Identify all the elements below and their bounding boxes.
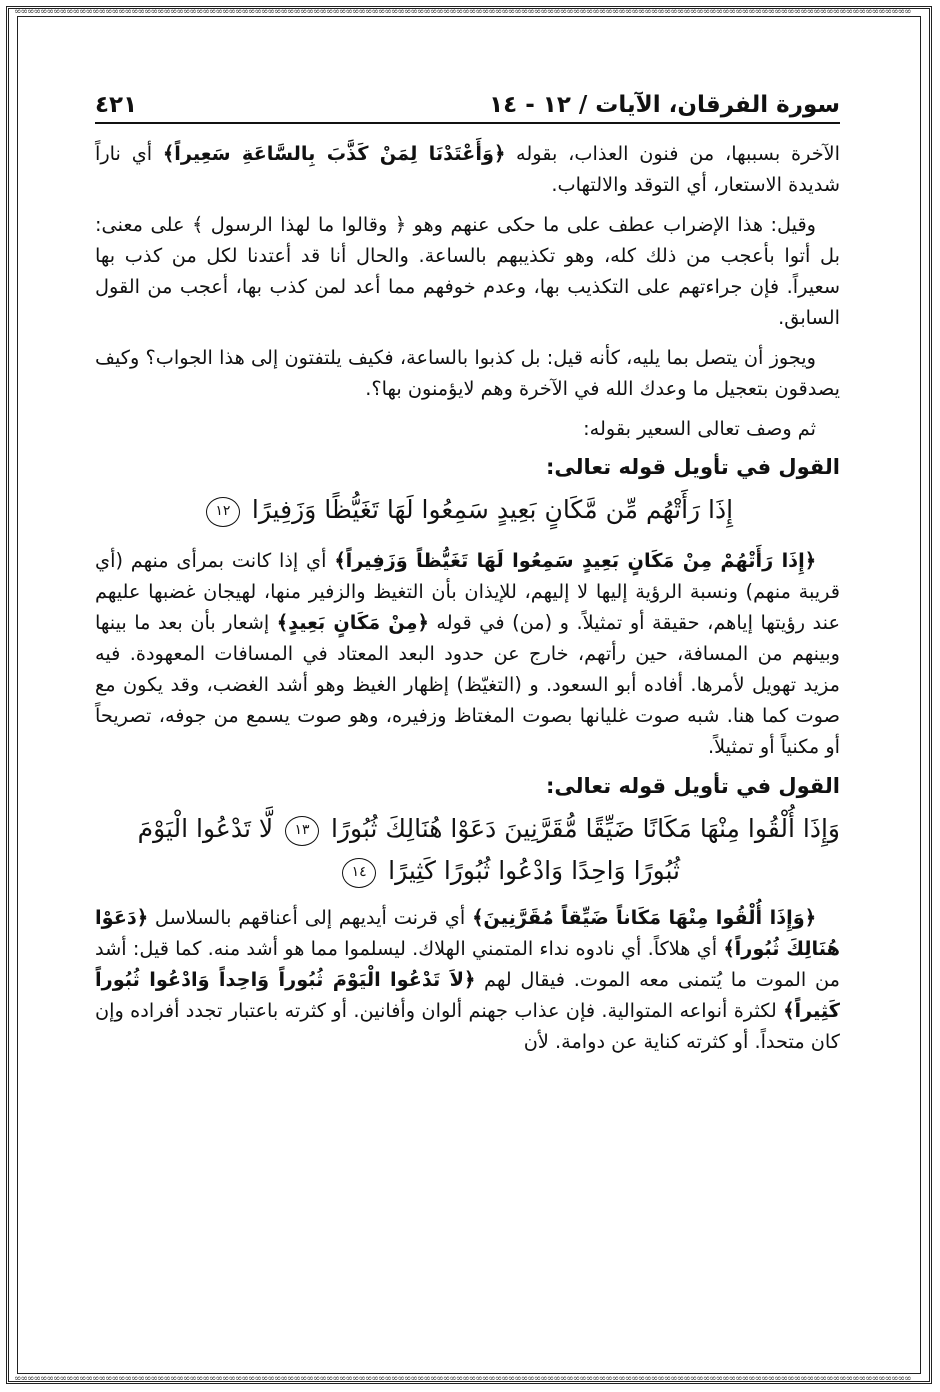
header-rule <box>95 122 840 124</box>
paragraph-4: ثم وصف تعالى السعير بقوله: <box>583 417 816 440</box>
running-title: سورة الفرقان، الآيات / ١٢ - ١٤ <box>489 92 840 118</box>
verse-number-marker: ١٣ <box>285 816 319 846</box>
quran-quote: ﴿مِنْ مَكَانٍ بَعِيدٍ﴾ <box>276 611 429 634</box>
decorative-chain-border-top: ∞∞∞∞∞∞∞∞∞∞∞∞∞∞∞∞∞∞∞∞∞∞∞∞∞∞∞∞∞∞∞∞∞∞∞∞∞∞∞∞∞∞∞∞∞∞∞∞∞∞∞∞∞∞∞∞∞∞∞∞∞∞∞∞∞∞∞∞∞∞∞∞∞∞∞∞∞∞∞∞∞∞∞∞∞∞∞∞∞∞∞∞∞∞∞∞∞∞∞∞∞∞∞∞∞∞∞∞∞∞∞∞∞∞∞∞∞∞∞∞∞∞∞∞∞∞∞∞∞∞∞∞∞∞∞∞∞∞ <box>14 8 911 17</box>
page-body <box>95 138 840 1066</box>
quran-quote: ﴿دَعَوْا هُنَالِكَ ثُبُوراً﴾ <box>95 906 840 960</box>
verse-line-2: ثُبُورًا وَاحِدًا وَادْعُوا ثُبُورًا كَثِيرًا ١٤ <box>95 850 840 892</box>
page-number: ٤٢١ <box>95 92 138 118</box>
quran-quote: ﴿وَأَعْتَدْنَا لِمَنْ كَذَّبَ بِالسَّاعَةِ سَعِيراً﴾ <box>162 142 506 165</box>
quran-quote: ﴿إِذَا رَأَتْهُمْ مِنْ مَكَانٍ بَعِيدٍ سَمِعُوا لَهَا تَغَيُّظاً وَزَفِيراً﴾ <box>334 549 816 572</box>
decorative-chain-border-bottom: ∞∞∞∞∞∞∞∞∞∞∞∞∞∞∞∞∞∞∞∞∞∞∞∞∞∞∞∞∞∞∞∞∞∞∞∞∞∞∞∞∞∞∞∞∞∞∞∞∞∞∞∞∞∞∞∞∞∞∞∞∞∞∞∞∞∞∞∞∞∞∞∞∞∞∞∞∞∞∞∞∞∞∞∞∞∞∞∞∞∞∞∞∞∞∞∞∞∞∞∞∞∞∞∞∞∞∞∞∞∞∞∞∞∞∞∞∞∞∞∞∞∞∞∞∞∞∞∞∞∞∞∞∞∞∞∞∞∞ <box>14 1375 911 1384</box>
verse-block-1 <box>95 489 840 531</box>
page-header <box>95 74 840 118</box>
quran-quote: ﴿وَإِذَا أُلْقُوا مِنْهَا مَكَاناً ضَيِّقاً مُقَرَّنِينَ﴾ <box>472 906 817 929</box>
verse-number-marker: ١٤ <box>342 858 376 888</box>
paragraph-3: ويجوز أن يتصل بما يليه، كأنه قيل: بل كذبوا بالساعة، فكيف يلتفتون إلى هذا الجواب؟ وكيف يصدقون بتعجيل ما وعدك الله في الآخرة وهم لايؤمنون بها؟. <box>95 346 840 400</box>
quran-quote: ﴿لاَ تَدْعُوا الْيَوْمَ ثُبُوراً وَاحِداً وَادْعُوا ثُبُوراً كَثِيراً﴾ <box>95 968 840 1022</box>
paragraph-2: وقيل: هذا الإضراب عطف على ما حكى عنهم وهو ﴿ وقالوا ما لهذا الرسول ﴾ على معنى: بل أتوا بأعجب من ذلك كله، وهو تكذيبهم بالساعة. والحال أنا قد أعتدنا لكل من كذب بها سعيراً. فإن جراءتهم على التكذيب بها، وعدم خوفهم مما أعد لمن كذب بها، أعجب من القول السابق. <box>95 213 840 329</box>
verse-text: إِذَا رَأَتْهُم مِّن مَّكَانٍ بَعِيدٍ سَمِعُوا لَهَا تَغَيُّظًا وَزَفِيرًا <box>251 495 734 524</box>
paragraph-6: ﴿وَإِذَا أُلْقُوا مِنْهَا مَكَاناً ضَيِّقاً مُقَرَّنِينَ﴾ أي قرنت أيديهم إلى أعناقهم بالسلاسل ﴿دَعَوْا هُنَالِكَ ثُبُوراً﴾ أي هلاكاً. أي نادوه نداء المتمني الهلاك. ليسلموا مما هو أشد منه. كما قيل: أشد من الموت ما يُتمنى معه الموت. فيقال لهم ﴿لاَ تَدْعُوا الْيَوْمَ ثُبُوراً وَاحِداً وَادْعُوا ثُبُوراً كَثِيراً﴾ لكثرة أنواعه المتوالية. فإن عذاب جهنم ألوان وأفانين. أو كثرته باعتبار تجدد أفراده وإن كان متحداً. أو كثرته كناية عن دوامة. لأن <box>95 906 841 1053</box>
paragraph-5: ﴿إِذَا رَأَتْهُمْ مِنْ مَكَانٍ بَعِيدٍ سَمِعُوا لَهَا تَغَيُّظاً وَزَفِيراً﴾ أي إذا كانت بمرأى منهم (أي قريبة منهم) ونسبة الرؤية إليها لا إليهم، للإيذان بأن التغيظ والزفير منها، لهيجان غضبها عليهم عند رؤيتها إياهم، حقيقة أو تمثيلاً. و (من) في قوله ﴿مِنْ مَكَانٍ بَعِيدٍ﴾ إشعار بأن بعد ما بينها وبينهم من المسافة، حين رأتهم، خارج عن حدود البعد المعتاد في المسافات المعهودة. فيه مزيد تهويل لأمرها. أفاده أبو السعود. و (التغيّظ) إظهار الغيظ وهو أشد الغضب، وقد يكون مع صوت كما هنا. شبه صوت غليانها بصوت المغتاظ وزفيره، وهو صوت يسمع من جوفه، تصريحاً أو مكنياً أو تمثيلاً. <box>95 549 840 758</box>
verse-number-marker: ١٢ <box>206 497 240 527</box>
verse-line-1: وَإِذَا أُلْقُوا مِنْهَا مَكَانًا ضَيِّقًا مُّقَرَّنِينَ دَعَوْا هُنَالِكَ ثُبُورًا ١٣ لَّا تَدْعُوا الْيَوْمَ <box>95 808 840 850</box>
verse-block-2 <box>95 808 840 892</box>
section-heading-2: القول في تأويل قوله تعالى: <box>546 774 840 798</box>
paragraph-1: الآخرة بسببها، من فنون العذاب، بقوله ﴿وَأَعْتَدْنَا لِمَنْ كَذَّبَ بِالسَّاعَةِ سَعِيراً﴾ أي ناراً شديدة الاستعار، أي التوقد والالتهاب. <box>95 142 840 196</box>
section-heading-1: القول في تأويل قوله تعالى: <box>546 455 840 479</box>
